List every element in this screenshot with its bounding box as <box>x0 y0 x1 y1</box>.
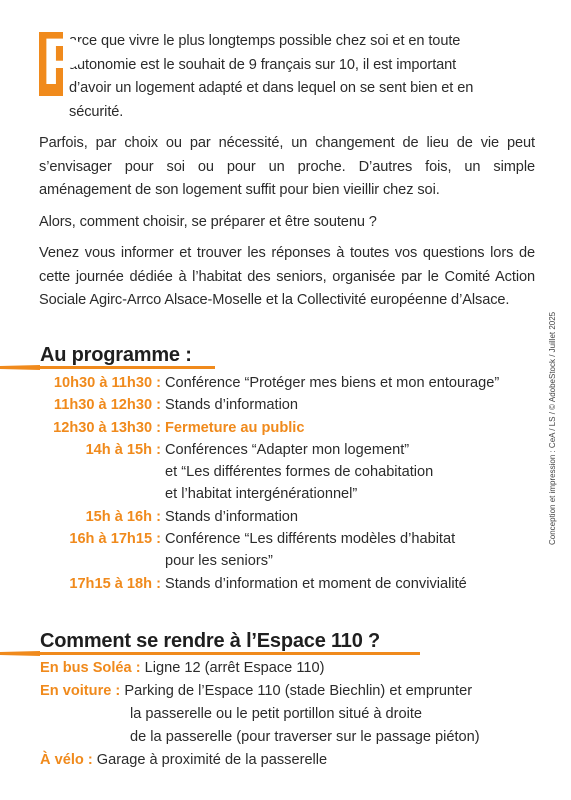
program-description: Conférence “Protéger mes biens et mon entourage” <box>165 375 500 391</box>
intro-line: arce que vivre le plus longtemps possible chez soi et en toute <box>69 33 461 49</box>
access-instruction: la passerelle ou le petit portillon situé à droite <box>130 706 423 722</box>
program-description: Conférences “Adapter mon logement” <box>165 441 410 458</box>
access-instruction: Parking de l’Espace 110 (stade Biechlin) et emprunter <box>124 683 473 699</box>
access-mode-label: En voiture : <box>40 683 121 699</box>
program-description: Stands d’information et moment de convivialité <box>165 575 467 592</box>
intro-paragraph-3: Alors, comment choisir, se préparer et être soutenu ? <box>39 213 377 230</box>
access-item <box>40 680 540 749</box>
program-time: 15h à 16h : <box>85 508 161 525</box>
access-mode-label: À vélo : <box>40 752 93 768</box>
intro-paragraph-1 <box>39 24 535 124</box>
program-description: Fermeture au public <box>165 419 305 436</box>
program-description: Stands d’information <box>165 397 299 414</box>
access-item <box>40 657 540 680</box>
access-instruction: Garage à proximité de la passerelle <box>96 752 328 768</box>
program-time: 12h30 à 13h30 : <box>53 419 161 436</box>
program-time: 16h à 17h15 : <box>69 531 161 548</box>
intro-line: sécurité. <box>69 103 124 120</box>
program-description: et l’habitat intergénérationnel” <box>165 486 358 503</box>
access-instruction: Ligne 12 (arrêt Espace 110) <box>144 660 325 676</box>
intro-text <box>39 24 535 321</box>
credit-text: Conception et impression : CeA / LS / © AdobeStock / Juillet 2025 <box>548 311 557 545</box>
intro-paragraph-4: Venez vous informer et trouver les réponses à toutes vos questions lors de cette journée dédiée à l’habitat des seniors, organisée par le Comité Action Sociale Agirc-Arrco Alsace-Moselle et la Collectivité européenne d’Alsace. <box>39 245 535 308</box>
program-description: Conférence “Les différents modèles d’habitat <box>165 531 456 548</box>
program-time: 14h à 15h : <box>85 441 161 458</box>
program-time: 11h30 à 12h30 : <box>53 397 161 414</box>
access-item <box>40 749 540 772</box>
program-time: 17h15 à 18h : <box>69 575 161 592</box>
program-title: Au programme : <box>40 344 192 366</box>
intro-line: d’avoir un logement adapté et dans lequel on se sent bien et en <box>69 80 474 96</box>
access-instruction: de la passerelle (pour traverser sur le passage piéton) <box>130 729 480 745</box>
program-description: et “Les différentes formes de cohabitation <box>165 464 434 481</box>
program-description: pour les seniors” <box>165 553 273 570</box>
intro-line: autonomie est le souhait de 9 français sur 10, il est important <box>69 56 457 73</box>
access-title: Comment se rendre à l’Espace 110 ? <box>40 630 381 652</box>
drop-cap: P <box>39 32 63 96</box>
program-description: Stands d’information <box>165 508 299 525</box>
intro-paragraph-2: Parfois, par choix ou par nécessité, un changement de lieu de vie peut s’envisager pour soi ou pour un proche. D’autres fois, un simple aménagement de son logement suffit pour bien vieillir chez soi. <box>39 135 535 198</box>
program-time: 10h30 à 11h30 : <box>53 375 161 391</box>
access-mode-label: En bus Soléa : <box>40 660 141 676</box>
access-list <box>40 657 540 772</box>
